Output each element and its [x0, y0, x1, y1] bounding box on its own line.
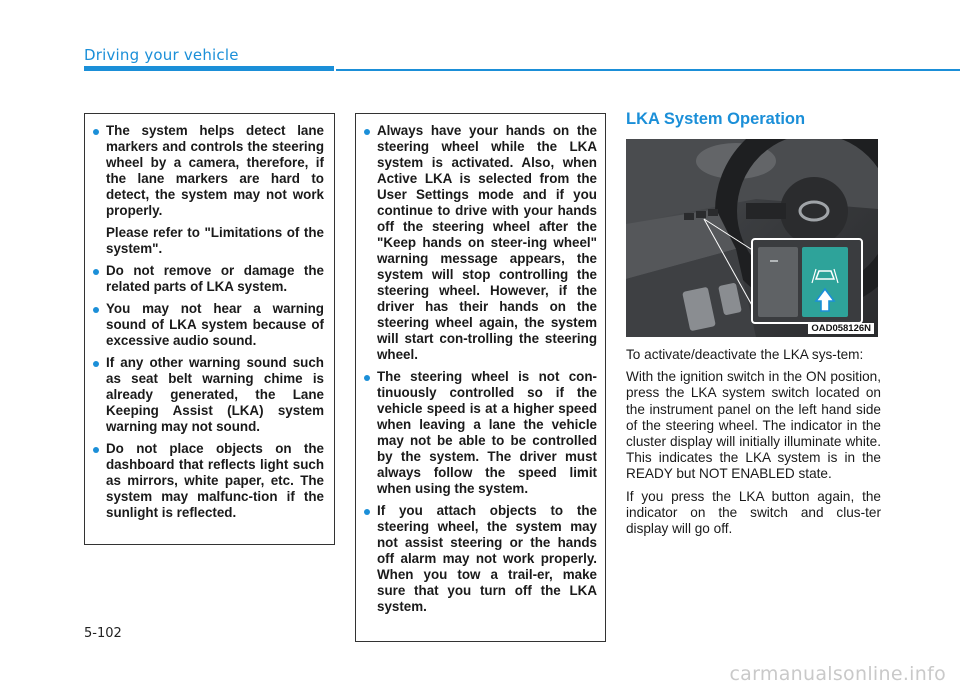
- bullet-icon: [364, 509, 370, 515]
- bullet-icon: [93, 447, 99, 453]
- caution-item: If any other warning sound such as seat belt warning chime is already generated, the Lane Keeping Assist (LKA) system warning may not sound.: [93, 355, 324, 435]
- page-number: 5-102: [84, 626, 122, 641]
- caution-box-left: [84, 113, 335, 545]
- header-rule-thin: [336, 69, 960, 71]
- section-title: Driving your vehicle: [84, 46, 239, 64]
- caution-item: Always have your hands on the steering wheel while the LKA system is activated. Also, when Active LKA is selected from the User Settings mode and if you continue to drive with your hands off the steering wheel after the "Keep hands on steer-ing wheel" warning message appears, the system will stop controlling the steering wheel. However, if the driver has their hands on the steering wheel again, the system will start con-trolling the steering wheel.: [364, 123, 597, 363]
- caution-subnote: Please refer to "Limitations of the system".: [106, 225, 324, 256]
- caution-item: You may not hear a warning sound of LKA system because of excessive audio sound.: [93, 301, 324, 349]
- bullet-icon: [93, 307, 99, 313]
- bullet-icon: [364, 129, 370, 135]
- lka-operation-body: [626, 347, 881, 543]
- bullet-icon: [93, 361, 99, 367]
- caution-list-middle: [364, 123, 597, 615]
- body-paragraph: If you press the LKA button again, the indicator on the switch and clus-ter display will go off.: [626, 488, 881, 537]
- caution-item: Do not place objects on the dashboard that reflects light such as mirrors, white paper, etc. The system may malfunc-tion if the sunlight is reflected.: [93, 441, 324, 521]
- caution-list-left: [93, 123, 324, 521]
- caution-item: If you attach objects to the steering wheel, the system may not assist steering or the hands off alarm may not work properly. When you tow a trail-er, make sure that you turn off the LKA system.: [364, 503, 597, 615]
- dashboard-illustration: [626, 139, 878, 337]
- bullet-icon: [364, 375, 370, 381]
- lka-switch-photo: [626, 139, 878, 337]
- image-code: OAD058126N: [808, 323, 874, 334]
- watermark: carmanualsonline.info: [729, 663, 946, 685]
- bullet-icon: [93, 269, 99, 275]
- lka-operation-heading: LKA System Operation: [626, 110, 806, 128]
- caution-item: Do not remove or damage the related parts of LKA system.: [93, 263, 324, 295]
- body-paragraph: To activate/deactivate the LKA sys-tem:: [626, 347, 864, 362]
- body-paragraph: With the ignition switch in the ON position, press the LKA system switch located on the instrument panel on the left hand side of the steering wheel. The indicator in the cluster display will initially illuminate white. This indicates the LKA system is in the READY but NOT ENABLED state.: [626, 369, 881, 482]
- header-rule-thick: [84, 66, 334, 71]
- bullet-icon: [93, 129, 99, 135]
- caution-item: The steering wheel is not con-tinuously controlled so if the vehicle speed is at a higher speed when leaving a lane the vehicle may not be able to be controlled by the system. The driver must always follow the speed limit when using the system.: [364, 369, 597, 497]
- caution-box-middle: [355, 113, 606, 642]
- caution-item: The system helps detect lane markers and controls the steering wheel by a camera, therefore, if the lane markers are hard to detect, the system may not work properly. Please refer to "Limitations of the system".: [93, 123, 324, 257]
